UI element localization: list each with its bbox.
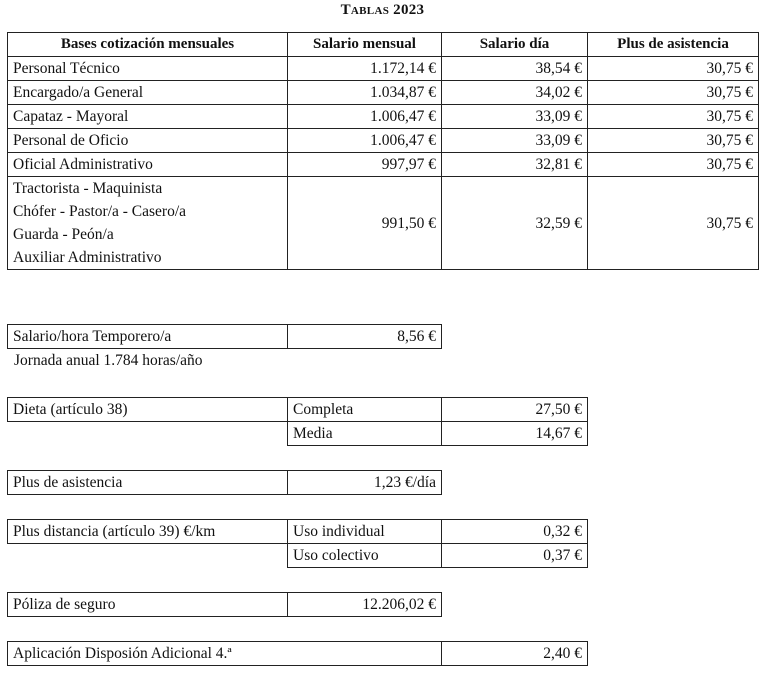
page-title: Tablas 2023: [340, 2, 425, 18]
plus-distancia-label: Plus distancia (artículo 39) €/km: [8, 520, 288, 544]
monthly-cell: 997,97 €: [288, 153, 442, 177]
poliza-label: Póliza de seguro: [8, 593, 288, 617]
dieta-completa-label: Completa: [288, 398, 442, 422]
plus-asistencia-value: 1,23 €/día: [288, 471, 442, 495]
daily-cell: 38,54 €: [442, 57, 588, 81]
category-cell: Personal de Oficio: [8, 129, 288, 153]
uso-individual-value: 0,32 €: [442, 520, 588, 544]
category-cell: Auxiliar Administrativo: [8, 246, 288, 270]
plus-asistencia-label: Plus de asistencia: [8, 471, 288, 495]
main-table: [7, 32, 759, 270]
plus-cell: 30,75 €: [588, 129, 759, 153]
table-row: [8, 129, 759, 153]
dieta-completa-value: 27,50 €: [442, 398, 588, 422]
plus-cell: 30,75 €: [588, 177, 759, 270]
plus-cell: 30,75 €: [588, 57, 759, 81]
table-row: [8, 153, 759, 177]
aplicacion-table: [7, 641, 588, 666]
jornada-note: Jornada anual 1.784 horas/año: [14, 352, 203, 369]
monthly-cell: 991,50 €: [288, 177, 442, 270]
table-row: [8, 105, 759, 129]
header-salario-mensual: Salario mensual: [288, 33, 442, 57]
uso-colectivo-value: 0,37 €: [442, 544, 588, 568]
plus-cell: 30,75 €: [588, 153, 759, 177]
monthly-cell: 1.006,47 €: [288, 129, 442, 153]
daily-cell: 32,81 €: [442, 153, 588, 177]
monthly-cell: 1.006,47 €: [288, 105, 442, 129]
header-bases: Bases cotización mensuales: [8, 33, 288, 57]
table-row: [8, 81, 759, 105]
category-cell: Guarda - Peón/a: [8, 223, 288, 246]
plus-asistencia-table: [7, 470, 442, 495]
temporero-table: [7, 324, 442, 349]
temporero-label: Salario/hora Temporero/a: [8, 325, 288, 349]
table-row-group: [8, 177, 759, 201]
category-cell: Tractorista - Maquinista: [8, 177, 288, 201]
category-cell: Personal Técnico: [8, 57, 288, 81]
aplicacion-label: Aplicación Disposión Adicional 4.ª: [8, 642, 442, 666]
monthly-cell: 1.034,87 €: [288, 81, 442, 105]
empty-cell: [8, 422, 288, 446]
uso-colectivo-label: Uso colectivo: [288, 544, 442, 568]
poliza-value: 12.206,02 €: [288, 593, 442, 617]
plus-distancia-table: [7, 519, 588, 568]
header-salario-dia: Salario día: [442, 33, 588, 57]
empty-cell: [8, 544, 288, 568]
aplicacion-value: 2,40 €: [442, 642, 588, 666]
main-table-header: [8, 33, 759, 57]
dieta-table: [7, 397, 588, 446]
daily-cell: 32,59 €: [442, 177, 588, 270]
dieta-label: Dieta (artículo 38): [8, 398, 288, 422]
poliza-table: [7, 592, 442, 617]
daily-cell: 33,09 €: [442, 129, 588, 153]
plus-cell: 30,75 €: [588, 105, 759, 129]
category-cell: Chófer - Pastor/a - Casero/a: [8, 200, 288, 223]
dieta-media-label: Media: [288, 422, 442, 446]
monthly-cell: 1.172,14 €: [288, 57, 442, 81]
uso-individual-label: Uso individual: [288, 520, 442, 544]
header-plus-asistencia: Plus de asistencia: [588, 33, 759, 57]
plus-cell: 30,75 €: [588, 81, 759, 105]
temporero-value: 8,56 €: [288, 325, 442, 349]
category-cell: Encargado/a General: [8, 81, 288, 105]
table-row: [8, 57, 759, 81]
daily-cell: 34,02 €: [442, 81, 588, 105]
dieta-media-value: 14,67 €: [442, 422, 588, 446]
category-cell: Oficial Administrativo: [8, 153, 288, 177]
daily-cell: 33,09 €: [442, 105, 588, 129]
category-cell: Capataz - Mayoral: [8, 105, 288, 129]
